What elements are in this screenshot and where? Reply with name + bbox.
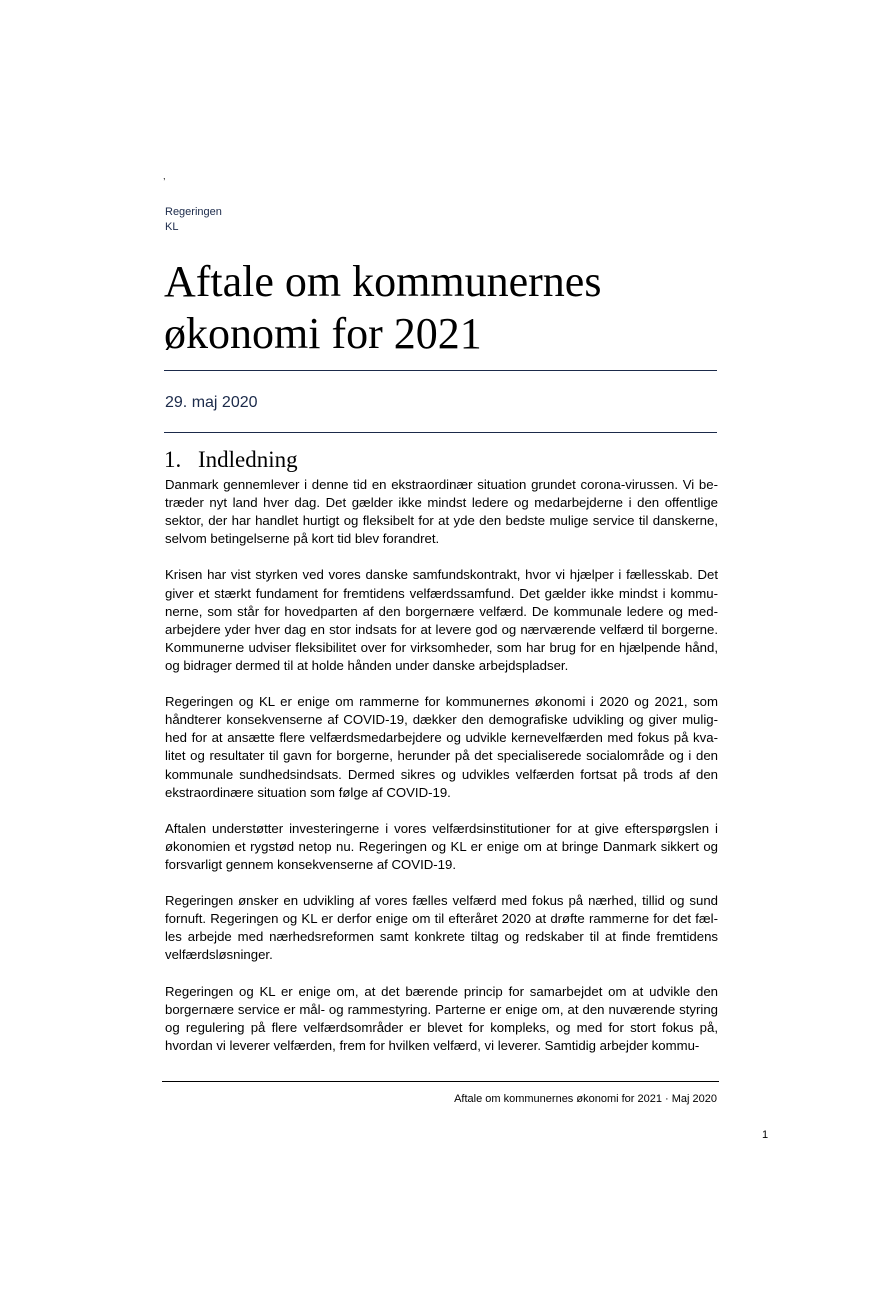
paragraph-5: Regeringen ønsker en udvikling af vores fælles velfærd med fokus på nærhed, tillid og sund fornuft. Regeringen og KL er derfor enige om til efteråret 2020 at drøfte rammerne for det fælles arbejde med nærhedsreformen samt konkrete tiltag og redskaber til at finde fremtidens velfærdsløsninger. xyxy=(165,893,718,963)
document-title: Aftale om kommunernes økonomi for 2021 xyxy=(164,257,602,358)
organization-regeringen: Regeringen xyxy=(165,206,222,218)
margin-mark: , xyxy=(163,171,166,181)
paragraph-1: Danmark gennemlever i denne tid en ekstraordinær situation grundet corona-virussen. Vi betræder nyt land hver dag. Det gælder ikke mindst ledere og medarbejderne i den offentlige sektor, der har handlet hurtigt og fleksibelt for at yde den bedste mulige service til danskerne, selvom betingelserne på kort tid blev forandret. xyxy=(165,477,718,547)
paragraph-6: Regeringen og KL er enige om, at det bærende princip for samarbejdet om at udvikle den borgernære service er mål- og rammestyring. Parterne er enige om, at den nuværende styring og regulering på flere velfærdsområder er blevet for kompleks, og med for stort fokus på, hvordan vi leverer velfærden, frem for hvilken velfærd, vi leverer. Samtidig arbejder kommu- xyxy=(165,983,718,1053)
page-number: 1 xyxy=(762,1129,769,1141)
section-heading xyxy=(164,446,298,474)
section-number: 1. xyxy=(164,447,182,472)
body-text xyxy=(165,476,718,1055)
title-divider-top xyxy=(164,370,717,371)
paragraph-3: Regeringen og KL er enige om rammerne for kommunernes økonomi i 2020 og 2021, som håndterer konsekvenserne af COVID-19, dækker den demografiske udvikling og giver mulighed for at ansætte flere velfærdsmedarbejdere og udvikle kernevelfærden med fokus på kvalitet og resultater til gavn for borgerne, herunder på det specialiserede socialområde og i den kommunale sundhedsindsats. Dermed sikres og udvikles velfærden fortsat på trods af den ekstraordinære situation som følge af COVID-19. xyxy=(165,694,718,800)
document-date: 29. maj 2020 xyxy=(165,394,258,411)
organization-kl: KL xyxy=(165,221,179,233)
author-organizations xyxy=(165,205,222,235)
running-footer: Aftale om kommunernes økonomi for 2021 · Maj 2020 xyxy=(454,1093,717,1105)
footer-divider xyxy=(162,1081,719,1082)
paragraph-2: Krisen har vist styrken ved vores danske samfundskontrakt, hvor vi hjælper i fællesskab. Det giver et stærkt fundament for fremtidens velfærdssamfund. Det gælder ikke mindst i kommunerne, som står for hovedparten af den borgernære velfærd. De kommunale ledere og medarbejdere yder hver dag en stor indsats for at levere god og nærværende velfærd til borgerne. Kommunerne udviser fleksibilitet over for virksomheder, som har brug for en hjælpende hånd, og bidrager dermed til at holde hånden under danske arbejdspladser. xyxy=(165,567,718,673)
title-divider-bottom xyxy=(164,432,717,433)
paragraph-4: Aftalen understøtter investeringerne i vores velfærdsinstitutioner for at give efterspørgslen i økonomien et rygstød netop nu. Regeringen og KL er enige om at bringe Danmark sikkert og forsvarligt gennem konsekvenserne af COVID-19. xyxy=(165,820,718,872)
section-title: Indledning xyxy=(198,447,298,472)
